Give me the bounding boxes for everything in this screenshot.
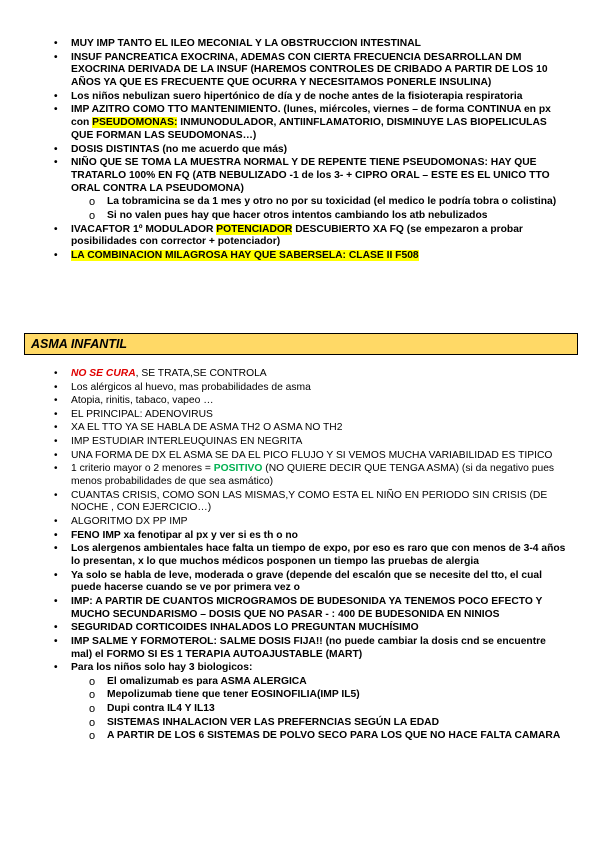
list-item xyxy=(47,52,567,90)
bullet-icon: • xyxy=(54,543,58,555)
list-item xyxy=(47,662,567,675)
bullet-icon: • xyxy=(54,569,58,581)
list-item xyxy=(47,422,567,435)
bullet-icon: • xyxy=(54,157,58,169)
list-item-text-post: , SE TRATA,SE CONTROLA xyxy=(135,368,267,379)
section-fq-list xyxy=(47,38,567,264)
bullet-icon: • xyxy=(54,395,58,407)
highlight-text: PSEUDOMONAS: xyxy=(92,117,178,129)
list-item-text: Para los niños solo hay 3 biologicos: xyxy=(71,662,253,674)
list-item xyxy=(47,463,567,489)
list-item-text: MUY IMP TANTO EL ILEO MECONIAL Y LA OBSTRUCCION INTESTINAL xyxy=(71,38,421,49)
list-item-text: SEGURIDAD CORTICOIDES INHALADOS LO PREGUNTAN MUCHÍSIMO xyxy=(71,622,419,634)
list-item xyxy=(47,224,567,250)
bullet-icon: • xyxy=(54,90,58,102)
list-item xyxy=(47,91,567,104)
list-item-text: Los niños nebulizan suero hipertónico de día y de noche antes de la fisioterapia respiratoria xyxy=(71,90,523,102)
bullet-icon: • xyxy=(54,38,58,49)
bullet-icon: • xyxy=(54,622,58,634)
sub-list-item xyxy=(47,676,567,689)
bullet-icon: • xyxy=(54,595,58,607)
list-item-text: ALGORITMO DX PP IMP xyxy=(71,515,188,527)
sub-list-item-text: Si no valen pues hay que hacer otros intentos cambiando los atb nebulizados xyxy=(107,209,488,221)
bullet-icon: • xyxy=(54,489,58,501)
list-item-text-pre: 1 criterio mayor o 2 menores = xyxy=(71,463,214,475)
list-item-text-post: (NO QUIERE DECIR QUE TENGA ASMA) (si da negativo pues menos probabilidades de que sea asmático) xyxy=(71,463,555,487)
bullet-icon: • xyxy=(54,381,58,393)
list-item xyxy=(47,570,567,596)
bullet-icon: • xyxy=(54,463,58,475)
sub-bullet-icon: o xyxy=(89,703,96,716)
sub-bullet-icon: o xyxy=(89,209,96,222)
list-item xyxy=(47,530,567,543)
list-item xyxy=(47,395,567,408)
bullet-icon: • xyxy=(54,143,58,155)
list-item-text: Atopia, rinitis, tabaco, vapeo … xyxy=(71,395,214,407)
highlight-text: POTENCIADOR xyxy=(216,223,293,235)
section-heading-asma xyxy=(24,333,578,355)
list-item-text-pre: IVACAFTOR 1º MODULADOR xyxy=(71,223,217,235)
sub-list-item xyxy=(47,717,567,730)
list-item xyxy=(47,144,567,157)
green-emphasis-text: POSITIVO xyxy=(213,463,263,475)
list-item-text: IMP: A PARTIR DE CUANTOS MICROGRAMOS DE BUDESONIDA YA TENEMOS POCO EFECTO Y MUCHO SECUNDARISMO – DOSIS QUE NO PASAR - : 400 DE BUDESONIDA EN NINIOS xyxy=(71,595,543,620)
list-item xyxy=(47,543,567,569)
list-item-text: UNA FORMA DE DX EL ASMA SE DA EL PICO FLUJO Y SI VEMOS MUCHA VARIABILIDAD ES TIPICO xyxy=(71,449,553,461)
sub-list-item xyxy=(47,210,567,223)
list-item-text: IMP SALME Y FORMOTEROL: SALME DOSIS FIJA!! (no puede cambiar la dosis cnd se encuentre mal) el FORMO SI ES 1 TERAPIA AUTOAJUSTABLE (MART) xyxy=(71,635,546,660)
list-item xyxy=(47,490,567,516)
highlight-text: LA COMBINACION MILAGROSA HAY QUE SABERSELA: CLASE II F508 xyxy=(71,249,419,261)
list-item-text: DOSIS DISTINTAS (no me acuerdo que más) xyxy=(71,143,288,155)
list-item-text: Los alérgicos al huevo, mas probabilidades de asma xyxy=(71,381,311,393)
sub-list-item xyxy=(47,196,567,209)
list-item-text: INSUF PANCREATICA EXOCRINA, ADEMAS CON CIERTA FRECUENCIA DESARROLLAN DM EXOCRINA DERIVADA DE LA INSUF (HAREMOS CONTROLES DE CRIBADO A PARTIR DE LOS 10 AÑOS YA QUE ES FRECUENTE QUE OCURRA Y NECESITAMOS PONERLE INSULINA) xyxy=(71,51,548,89)
bullet-icon: • xyxy=(54,635,58,647)
sub-bullet-icon: o xyxy=(89,716,96,729)
list-item-text: CUANTAS CRISIS, COMO SON LAS MISMAS,Y COMO ESTA EL NIÑO EN PERIODO SIN CRISIS (DE NOCHE , CON EJERCICIO…) xyxy=(71,489,548,514)
list-item xyxy=(47,450,567,463)
list-item xyxy=(47,516,567,529)
sub-list-item-text: A PARTIR DE LOS 6 SISTEMAS DE POLVO SECO PARA LOS QUE NO HACE FALTA CAMARA xyxy=(107,730,561,742)
bullet-icon: • xyxy=(54,223,58,235)
bullet-icon: • xyxy=(54,51,58,63)
bullet-icon: • xyxy=(54,368,58,379)
bullet-icon: • xyxy=(54,104,58,116)
list-item-text: IMP ESTUDIAR INTERLEUQUINAS EN NEGRITA xyxy=(71,435,303,447)
sub-bullet-icon: o xyxy=(89,689,96,702)
sub-list-item-text: SISTEMAS INHALACION VER LAS PREFERNCIAS SEGÚN LA EDAD xyxy=(107,716,440,728)
list-item-text-post: INMUNODULADOR, ANTIINFLAMATORIO, DISMINUYE LAS BIOPELICULAS QUE FORMAN LAS SEUDOMONAS…) xyxy=(71,117,547,141)
list-item-text: EL PRINCIPAL: ADENOVIRUS xyxy=(71,408,213,420)
list-item xyxy=(47,382,567,395)
section-heading-text: ASMA INFANTIL xyxy=(31,337,128,351)
list-item xyxy=(47,409,567,422)
sub-list-item-text: El omalizumab es para ASMA ALERGICA xyxy=(107,675,307,687)
bullet-icon: • xyxy=(54,515,58,527)
bullet-icon: • xyxy=(54,435,58,447)
sub-list-item-text: Mepolizumab tiene que tener EOSINOFILIA(IMP IL5) xyxy=(107,689,360,701)
list-item xyxy=(47,250,567,263)
bullet-icon: • xyxy=(54,449,58,461)
sub-list-item xyxy=(47,703,567,716)
list-item-text-pre: IMP AZITRO COMO TTO MANTENIMIENTO. (lunes, miércoles, viernes – de forma CONTINUA en px con xyxy=(71,104,551,129)
sub-bullet-icon: o xyxy=(89,196,96,209)
bullet-icon: • xyxy=(54,422,58,434)
list-item xyxy=(47,436,567,449)
red-emphasis-text: NO SE CURA xyxy=(71,368,136,379)
list-item-text-post: DESCUBIERTO XA FQ (se empezaron a probar posibilidades con corrector + potenciador) xyxy=(71,223,523,248)
bullet-icon: • xyxy=(54,249,58,261)
section-asma-list xyxy=(47,368,567,744)
bullet-icon: • xyxy=(54,408,58,420)
list-item-text: FENO IMP xa fenotipar al px y ver si es th o no xyxy=(71,529,298,541)
list-item-text: Los alergenos ambientales hace falta un tiempo de expo, por eso es raro que con menos de 3-4 años lo presentan, x lo que muchos médicos posponen un tiempo las pruebas de alergia xyxy=(71,543,566,567)
list-item xyxy=(47,596,567,622)
list-item xyxy=(47,38,567,51)
list-item xyxy=(47,368,567,381)
sub-list-item xyxy=(47,689,567,702)
list-item xyxy=(47,157,567,195)
sub-bullet-icon: o xyxy=(89,730,96,743)
sub-list-item-text: Dupi contra IL4 Y IL13 xyxy=(107,703,215,715)
sub-list-item-text: La tobramicina se da 1 mes y otro no por su toxicidad (el medico le podría tobra o colistina) xyxy=(107,196,557,208)
sub-bullet-icon: o xyxy=(89,675,96,688)
list-item-text: Ya solo se habla de leve, moderada o grave (depende del escalón que se necesite del tto, el cual puede hacerse cuando se ve por primera vez o xyxy=(71,569,542,594)
list-item xyxy=(47,636,567,662)
list-item xyxy=(47,622,567,635)
list-item xyxy=(47,104,567,142)
sub-list-item xyxy=(47,730,567,743)
list-item-text: NIÑO QUE SE TOMA LA MUESTRA NORMAL Y DE REPENTE TIENE PSEUDOMONAS: HAY QUE TRATARLO 100% EN FQ (ATB NEBULIZADO -1 de los 3- + CIPRO ORAL – ESTE ES EL UNICO TTO ORAL CONTRA LA PSEUDOMONA) xyxy=(71,157,550,194)
list-item-text: XA EL TTO YA SE HABLA DE ASMA TH2 O ASMA NO TH2 xyxy=(71,422,343,434)
bullet-icon: • xyxy=(54,662,58,674)
bullet-icon: • xyxy=(54,529,58,541)
